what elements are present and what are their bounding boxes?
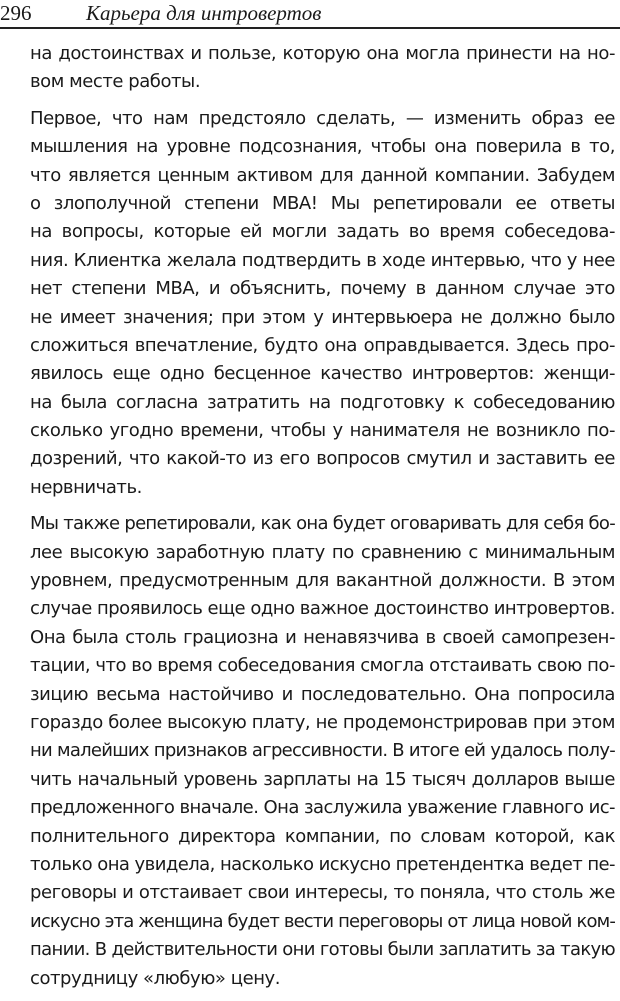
text-line: вом месте работы. bbox=[30, 71, 201, 93]
text-line: сотрудницу «любую» цену. bbox=[30, 967, 280, 989]
text-line: тации, что во время собеседования смогла отстаивать свою по- bbox=[30, 655, 615, 677]
text-line: лее высокую заработную плату по сравнению с минимальным bbox=[30, 541, 615, 563]
text-line: полнительного директора компании, по словам которой, как bbox=[30, 825, 615, 847]
text-line: на вопросы, которые ей могли задать во время собеседова- bbox=[30, 221, 615, 243]
paragraph bbox=[30, 510, 615, 993]
text-line: Она была столь грациозна и ненавязчива в своей самопрезен- bbox=[30, 626, 615, 648]
text-line: на была согласна затратить на подготовку к собеседованию bbox=[30, 391, 615, 413]
text-line: предложенного вначале. Она заслужила уважение главного ис- bbox=[30, 797, 615, 819]
text-line: искусно эта женщина будет вести переговоры от лица новой ком- bbox=[30, 910, 615, 932]
text-line: гораздо более высокую плату, не продемонстрировав при этом bbox=[30, 711, 615, 733]
text-line: мышления на уровне подсознания, чтобы она поверила в то, bbox=[30, 136, 615, 158]
text-line: не имеет значения; при этом у интервьюера не должно было bbox=[30, 306, 615, 328]
running-header bbox=[0, 0, 620, 29]
text-line: зицию весьма настойчиво и последовательно. Она попросила bbox=[30, 683, 615, 705]
paragraph bbox=[30, 105, 615, 502]
body-text bbox=[30, 40, 615, 1001]
text-line: нет степени MBA, и объяснить, почему в данном случае это bbox=[30, 278, 615, 300]
text-line: о злополучной степени MBA! Мы репетировали ее ответы bbox=[30, 192, 615, 214]
text-line: только она увидела, насколько искусно претендентка ведет пе- bbox=[30, 853, 615, 875]
book-title: Карьера для интровертов bbox=[86, 1, 322, 25]
paragraph bbox=[30, 40, 615, 97]
text-line: реговоры и отстаивает свои интересы, то поняла, что столь же bbox=[30, 882, 615, 904]
text-line: уровнем, предусмотренным для вакантной должности. В этом bbox=[30, 570, 615, 592]
page-number: 296 bbox=[0, 1, 32, 25]
text-line: сложиться впечатление, будто она оправдывается. Здесь про- bbox=[30, 334, 615, 356]
text-line: чить начальный уровень зарплаты на 15 тысяч долларов выше bbox=[30, 768, 615, 790]
text-line: ни малейших признаков агрессивности. В итоге ей удалось полу- bbox=[30, 740, 615, 762]
text-line: явилось еще одно бесценное качество интровертов: женщи- bbox=[30, 363, 615, 385]
text-line: пании. В действительности они готовы были заплатить за такую bbox=[30, 939, 615, 961]
text-line: случае проявилось еще одно важное достоинство интровертов. bbox=[30, 598, 615, 620]
text-line: Первое, что нам предстояло сделать, — изменить образ ее bbox=[30, 107, 615, 129]
text-line: Мы также репетировали, как она будет оговаривать для себя бо- bbox=[30, 513, 615, 535]
text-line: дозрений, что какой-то из его вопросов смутил и заставить ее bbox=[30, 448, 615, 470]
text-line: нервничать. bbox=[30, 476, 142, 498]
text-line: ния. Клиентка желала подтвердить в ходе интервью, что у нее bbox=[30, 249, 615, 271]
text-line: на достоинствах и пользе, которую она могла принести на но- bbox=[30, 43, 615, 64]
text-line: что является ценным активом для данной компании. Забудем bbox=[30, 164, 615, 186]
text-line: сколько угодно времени, чтобы у нанимателя не возникло по- bbox=[30, 420, 615, 442]
